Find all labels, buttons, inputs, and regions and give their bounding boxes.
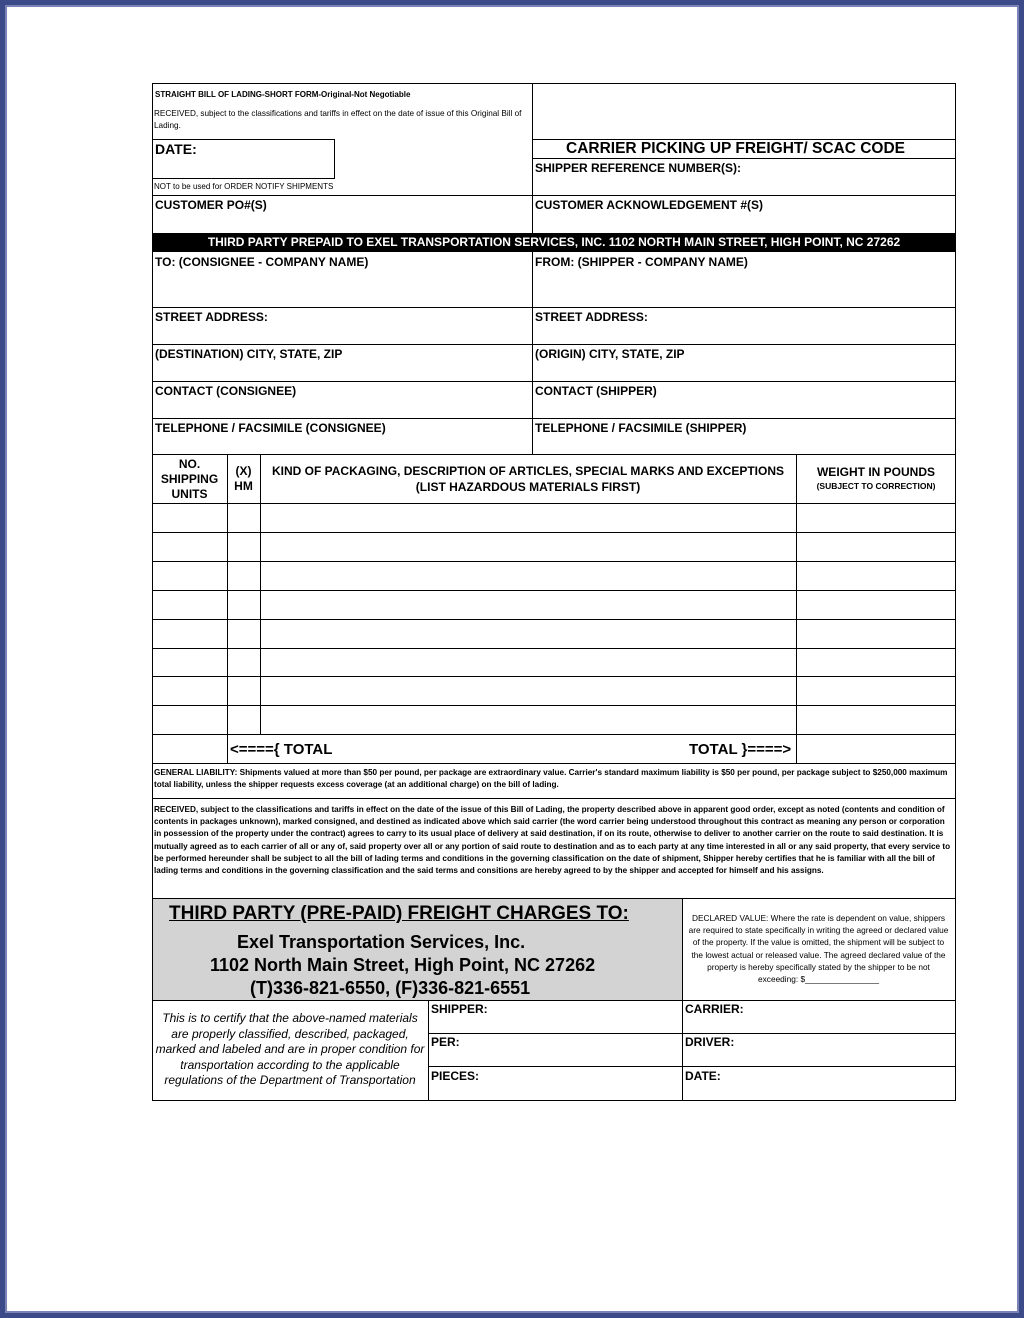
customer-po-label: CUSTOMER PO#(S)	[155, 198, 267, 212]
total-right-label: TOTAL }====>	[689, 741, 792, 758]
table-row	[152, 705, 956, 706]
divider	[152, 798, 956, 799]
table-row	[152, 676, 956, 677]
general-liability-text: GENERAL LIABILITY: Shipments valued at more than $50 per pound, per package are extraordinary value. Carrier's standard maximum liability is $50 per pound, per package subject to $250,000 maximum total liability, unless the shipper requests excess coverage (at an additional charge) on the bill of lading.	[154, 768, 948, 790]
divider	[152, 307, 956, 308]
divider	[227, 454, 228, 763]
divider	[152, 344, 956, 345]
freight-company: Exel Transportation Services, Inc.	[237, 932, 526, 952]
divider	[152, 418, 956, 419]
table-row	[152, 619, 956, 620]
shipper-contact-label: CONTACT (SHIPPER)	[535, 384, 657, 398]
divider	[152, 1000, 956, 1001]
freight-phone: (T)336-821-6550, (F)336-821-6551	[250, 978, 531, 998]
carrier-scac-label: CARRIER PICKING UP FREIGHT/ SCAC CODE	[566, 140, 906, 157]
divider	[796, 454, 797, 763]
table-row	[152, 532, 956, 533]
table-row	[152, 734, 956, 735]
certification-text: This is to certify that the above-named materials are properly classified, described, packaged, marked and labeled and are in proper condition for transportation according to the applicable regulations of the Department of Transportation	[155, 1011, 425, 1087]
col-header-units: NO. SHIPPING UNITS	[160, 457, 219, 501]
received-line: RECEIVED, subject to the classifications and tariffs in effect on the date of issue of this Original Bill of Lading.	[154, 109, 522, 131]
divider	[428, 1066, 956, 1067]
declared-value-text: DECLARED VALUE: Where the rate is dependent on value, shippers are required to state specifically in writing the agreed or declared value of the property. If the value is omitted, the shipment will be subject to the lowest actual or released value. The agreed declared value of the property is hereby specifically stated by the shipper to be not exceeding: $________________	[688, 913, 949, 985]
total-left-label: <===={ TOTAL	[230, 741, 333, 758]
shipper-company-label: FROM: (SHIPPER - COMPANY NAME)	[535, 255, 748, 269]
col-header-hm: (X) HM	[234, 464, 253, 493]
not-used-note: NOT to be used for ORDER NOTIFY SHIPMENTS	[154, 182, 334, 191]
divider	[152, 195, 956, 196]
signature-driver-label: DRIVER:	[685, 1035, 735, 1049]
divider	[532, 252, 533, 454]
table-row	[152, 648, 956, 649]
banner-text: THIRD PARTY PREPAID TO EXEL TRANSPORTATION SERVICES, INC. 1102 NORTH MAIN STREET, HIGH POINT, NC 27262	[207, 235, 901, 249]
signature-carrier-label: CARRIER:	[685, 1002, 744, 1016]
shipper-phone-label: TELEPHONE / FACSIMILE (SHIPPER)	[535, 421, 747, 435]
signature-shipper-label: SHIPPER:	[431, 1002, 488, 1016]
divider	[532, 158, 956, 159]
divider	[428, 1000, 429, 1101]
col-header-weight: WEIGHT IN POUNDS (SUBJECT TO CORRECTION)	[816, 465, 936, 491]
divider	[152, 381, 956, 382]
shipper-city-label: (ORIGIN) CITY, STATE, ZIP	[535, 347, 685, 361]
signature-per-label: PER:	[431, 1035, 460, 1049]
form-title: STRAIGHT BILL OF LADING-SHORT FORM-Original-Not Negotiable	[155, 90, 411, 99]
shipper-reference-label: SHIPPER REFERENCE NUMBER(S):	[535, 161, 742, 175]
table-row	[152, 590, 956, 591]
shipper-street-label: STREET ADDRESS:	[535, 310, 648, 324]
divider	[260, 454, 261, 734]
consignee-city-label: (DESTINATION) CITY, STATE, ZIP	[155, 347, 343, 361]
table-row	[152, 503, 956, 504]
divider	[152, 454, 956, 455]
signature-date-label: DATE:	[685, 1069, 721, 1083]
consignee-company-label: TO: (CONSIGNEE - COMPANY NAME)	[155, 255, 369, 269]
date-label: DATE:	[155, 141, 197, 157]
customer-ack-label: CUSTOMER ACKNOWLEDGEMENT #(S)	[535, 198, 763, 212]
consignee-contact-label: CONTACT (CONSIGNEE)	[155, 384, 297, 398]
signature-pieces-label: PIECES:	[431, 1069, 480, 1083]
received-terms-text: RECEIVED, subject to the classifications and tariffs in effect on the date of the issue of this Bill of Lading, the property described above in apparent good order, except as noted (contents and condition of contents in packages unknown), marked consigned, and destined as indicated above which said carrier (the word carrier being understood throughout this contract as meaning any person or corporation in possession of the property under the contract) agrees to carry to its usual place of delivery at said destination, if on its route, otherwise to deliver to another carrier on the route to said destination. It is mutually agreed as to each carrier of all or any of, said property over all or any portion of said route to destination and as to each party at any time interested in all or any said property, that every service to be performed hereunder shall be subject to all the bill of lading terms and conditions in the governing classification on the date of shipment, Shipper hereby certifies that he is familiar with all the bill of lading terms and conditions in the governing classification and the said terms and consitions are hereby agreed to by the shipper and accepted for himself and his assigns.	[154, 805, 951, 876]
divider	[152, 763, 956, 764]
freight-address: 1102 North Main Street, High Point, NC 27262	[210, 955, 596, 975]
consignee-street-label: STREET ADDRESS:	[155, 310, 268, 324]
col-header-description: KIND OF PACKAGING, DESCRIPTION OF ARTICLES, SPECIAL MARKS AND EXCEPTIONS (LIST HAZARDOUS MATERIALS FIRST)	[271, 464, 785, 494]
divider	[428, 1033, 956, 1034]
consignee-phone-label: TELEPHONE / FACSIMILE (CONSIGNEE)	[155, 421, 386, 435]
freight-heading: THIRD PARTY (PRE-PAID) FREIGHT CHARGES TO:	[169, 903, 629, 924]
table-row	[152, 561, 956, 562]
